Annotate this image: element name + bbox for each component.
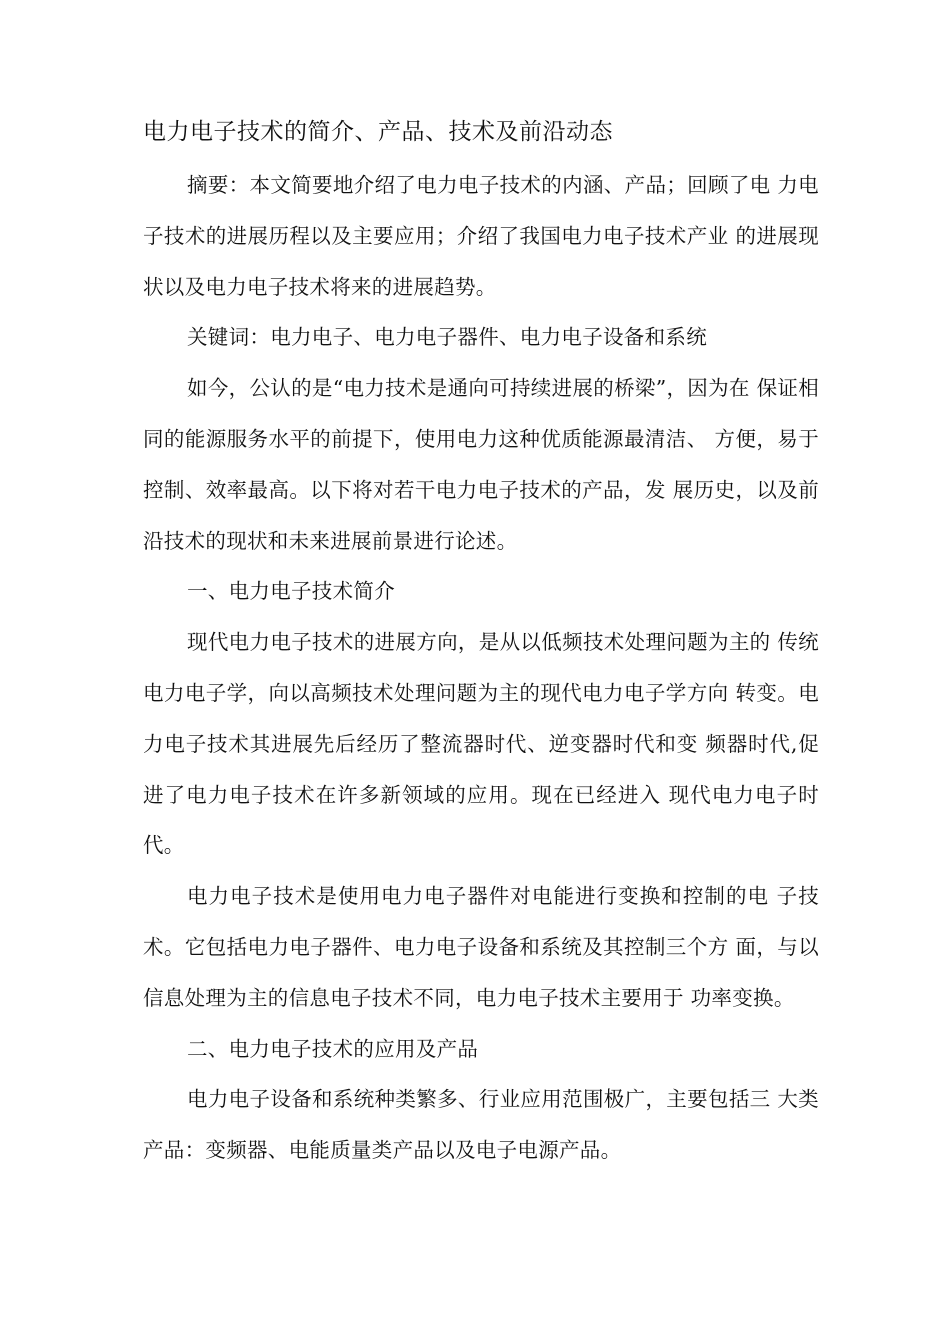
section-heading-2: 二、电力电子技术的应用及产品: [187, 1036, 479, 1061]
body-paragraph: 现代电力电子技术的进展方向，是从以低频技术处理问题为主的 传统电力电子学，向以高频技术处理问题为主的现代电力电子学方向 转变。电力电子技术其进展先后经历了整流器时代、逆变器时代和变 频器时代,促进了电力电子技术在许多新领域的应用。现在已经进入 现代电力电子时代。: [143, 630, 819, 858]
body-paragraph: 电力电子技术是使用电力电子器件对电能进行变换和控制的电 子技术。它包括电力电子器件、电力电子设备和系统及其控制三个方 面，与以信息处理为主的信息电子技术不同，电力电子技术主要用于 功率变换。: [143, 884, 819, 1010]
body-paragraph: 电力电子设备和系统种类繁多、行业应用范围极广，主要包括三 大类产品：变频器、电能质量类产品以及电子电源产品。: [143, 1087, 819, 1163]
abstract-paragraph: 摘要：本文简要地介绍了电力电子技术的内涵、产品；回顾了电 力电子技术的进展历程以及主要应用；介绍了我国电力电子技术产业 的进展现状以及电力电子技术将来的进展趋势。: [143, 173, 819, 299]
document-page: [143, 112, 819, 1176]
intro-paragraph: 如今，公认的是“电力技术是通向可持续进展的桥梁”，因为在 保证相同的能源服务水平的前提下，使用电力这种优质能源最清洁、 方便，易于控制、效率最高。以下将对若干电力电子技术的产品，发 展历史，以及前沿技术的现状和未来进展前景进行论述。: [143, 376, 819, 553]
section-heading-1: 一、电力电子技术简介: [187, 579, 395, 604]
keywords-paragraph: 关键词：电力电子、电力电子器件、电力电子设备和系统: [187, 325, 707, 350]
document-title: 电力电子技术的简介、产品、技术及前沿动态: [143, 119, 613, 145]
